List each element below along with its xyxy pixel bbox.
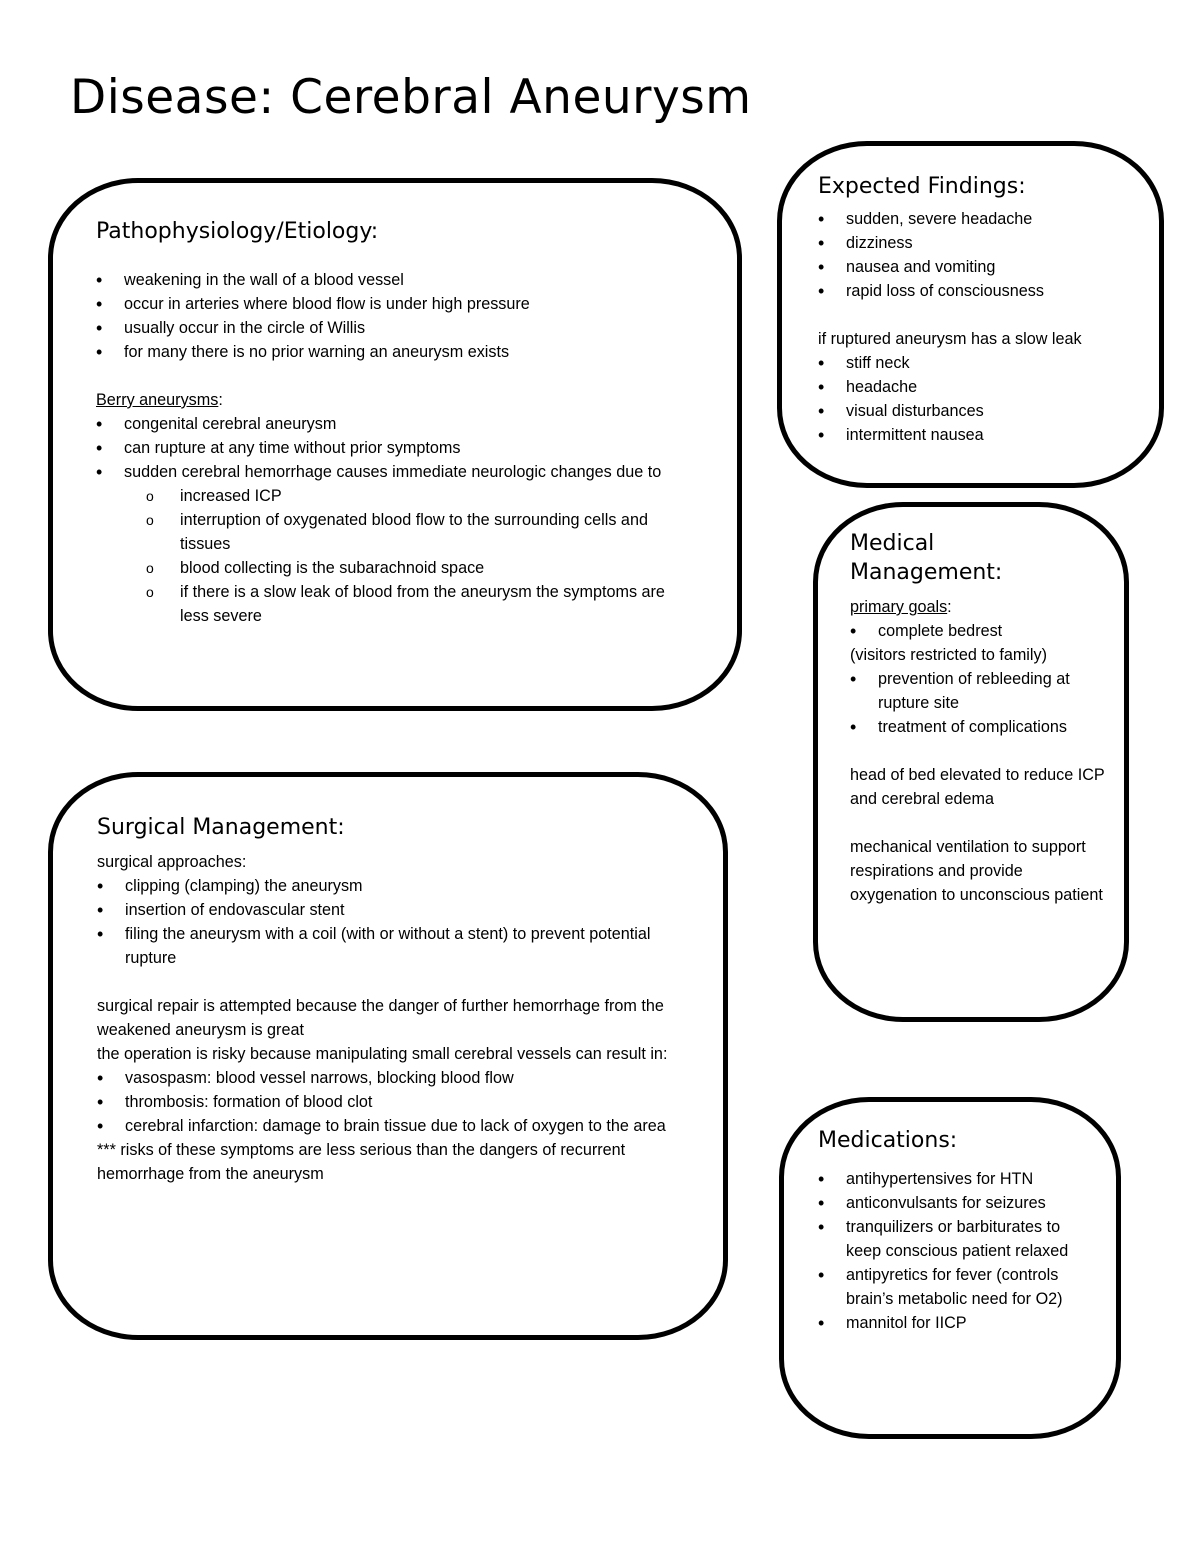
medical-management-heading: Medical Management: [850,531,1003,585]
ventilation-paragraph: mechanical ventilation to support respirations and provide oxygenation to unconscious patient [850,838,1103,904]
surgical-approaches-list [97,874,689,970]
medical-management-content [850,595,1106,907]
berry-aneurysms-colon: : [218,391,223,409]
list-item: • filing the aneurysm with a coil (with or without a stent) to prevent potential rupture [97,922,689,970]
surgical-approaches-line: surgical approaches: [97,853,247,871]
list-item: • sudden cerebral hemorrhage causes immediate neurologic changes due to [96,460,697,484]
neurologic-changes-list [96,484,697,628]
berry-aneurysms-text: Berry aneurysms [96,391,219,409]
risk-note: *** risks of these symptoms are less serious than the dangers of recurrent hemorrhage from the aneurysm [97,1141,626,1183]
list-item: • mannitol for IICP [818,1311,1098,1335]
expected-findings-list [818,207,1139,303]
medications-box [779,1097,1121,1439]
pathophysiology-heading: Pathophysiology/Etiology: [96,219,379,244]
primary-goals-list-2 [850,667,1106,739]
medications-heading: Medications: [818,1128,958,1153]
list-item: • congenital cerebral aneurysm [96,412,697,436]
list-item: o increased ICP [96,484,697,508]
list-item: • occur in arteries where blood flow is under high pressure [96,292,697,316]
medications-content [818,1167,1098,1335]
berry-aneurysms-list [96,412,697,484]
list-item: • cerebral infarction: damage to brain tissue due to lack of oxygen to the area [97,1114,689,1138]
list-item: • intermittent nausea [818,423,1139,447]
medications-list [818,1167,1098,1335]
surgical-repair-paragraph: surgical repair is attempted because the danger of further hemorrhage from the weakened aneurysm is great [97,997,664,1039]
list-item: • clipping (clamping) the aneurysm [97,874,689,898]
list-item: • treatment of complications [850,715,1106,739]
primary-goals-text: primary goals [850,598,948,616]
primary-goals-colon: : [947,598,952,616]
visitors-line: (visitors restricted to family) [850,646,1047,664]
list-item: • headache [818,375,1139,399]
list-item: o interruption of oxygenated blood flow to the surrounding cells and tissues [96,508,697,556]
list-item: • rapid loss of consciousness [818,279,1139,303]
list-item: • anticonvulsants for seizures [818,1191,1098,1215]
list-item: • dizziness [818,231,1139,255]
primary-goals-label [850,595,1106,619]
list-item: • stiff neck [818,351,1139,375]
expected-findings-box [777,141,1164,488]
list-item: • antihypertensives for HTN [818,1167,1098,1191]
list-item: • insertion of endovascular stent [97,898,689,922]
pathophysiology-list [96,268,697,364]
pathophysiology-content [96,268,697,628]
list-item: • nausea and vomiting [818,255,1139,279]
operation-risk-list [97,1066,689,1138]
expected-findings-content [818,207,1139,447]
list-item: • weakening in the wall of a blood vessel [96,268,697,292]
list-item: o if there is a slow leak of blood from the aneurysm the symptoms are less severe [96,580,697,628]
medical-management-box [813,502,1129,1022]
list-item: o blood collecting is the subarachnoid space [96,556,697,580]
list-item: • complete bedrest [850,619,1106,643]
surgical-management-box [48,772,728,1340]
operation-risk-paragraph: the operation is risky because manipulating small cerebral vessels can result in: [97,1045,668,1063]
page-title: Disease: Cerebral Aneurysm [70,70,752,125]
list-item: • for many there is no prior warning an aneurysm exists [96,340,697,364]
primary-goals-list [850,619,1106,643]
surgical-management-content [97,850,689,1186]
list-item: • prevention of rebleeding at rupture site [850,667,1106,715]
head-of-bed-paragraph: head of bed elevated to reduce ICP and cerebral edema [850,766,1105,808]
list-item: • sudden, severe headache [818,207,1139,231]
list-item: • visual disturbances [818,399,1139,423]
slow-leak-list [818,351,1139,447]
list-item: • usually occur in the circle of Willis [96,316,697,340]
list-item: • tranquilizers or barbiturates to keep conscious patient relaxed [818,1215,1098,1263]
surgical-management-heading: Surgical Management: [97,815,345,840]
expected-findings-heading: Expected Findings: [818,174,1026,199]
list-item: • thrombosis: formation of blood clot [97,1090,689,1114]
list-item: • antipyretics for fever (controls brain’s metabolic need for O2) [818,1263,1098,1311]
pathophysiology-box [48,178,742,711]
list-item: • vasospasm: blood vessel narrows, blocking blood flow [97,1066,689,1090]
slow-leak-line: if ruptured aneurysm has a slow leak [818,330,1082,348]
berry-aneurysms-label [96,388,697,412]
list-item: • can rupture at any time without prior symptoms [96,436,697,460]
